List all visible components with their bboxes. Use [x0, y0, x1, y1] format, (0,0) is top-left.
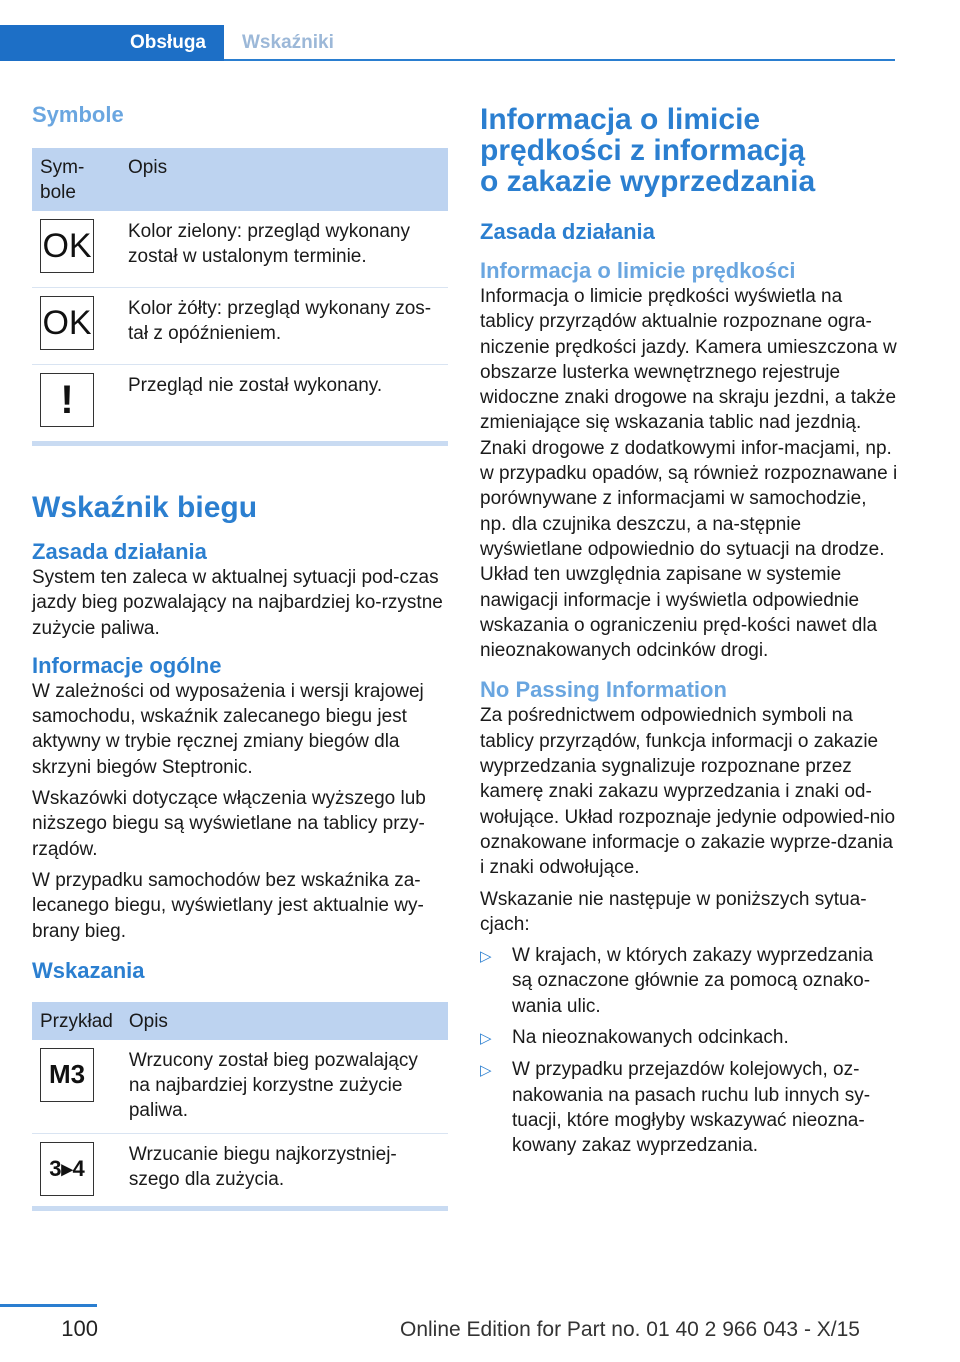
table-row: [32, 211, 448, 288]
ok-yellow-icon: OK: [40, 296, 94, 350]
section-tab-wskazniki[interactable]: Wskaźniki: [242, 32, 334, 53]
row-text: Kolor żółty: przegląd wykonany zos-tał z opóźnieniem.: [120, 288, 448, 365]
title-line-2: prędkości z informacją: [480, 134, 806, 167]
no-passing-heading: No Passing Information: [480, 677, 727, 703]
no-passing-text: Za pośrednictwem odpowiednich symboli na tablicy przyrządów, funkcja informacji o zakazie wyprzedzania sygnalizuje rozpoznane przez kamerę znaki zakazu wyprzedzania i znaki od-wołujące. Układ rozpoznaje jedynie odpowied-nio oznakowane informacje o zakazie wyprze-dzania i znaki odwołujące.: [480, 705, 896, 879]
exclamation-icon: !: [40, 373, 94, 427]
triangle-bullet-icon: ▷: [480, 1030, 492, 1048]
page-number: 100: [61, 1316, 98, 1341]
symbols-heading: Symbole: [32, 102, 124, 127]
table-header-row: [32, 1002, 448, 1040]
table-row: [32, 288, 448, 365]
general-paragraph-2: Wskazówki dotyczące włączenia wyższego lub niższego biegu są wyświetlane na tablicy przy-rządów.: [32, 788, 426, 860]
triangle-bullet-icon: ▷: [480, 1062, 492, 1080]
row-text: Przegląd nie został wykonany.: [128, 375, 383, 396]
gear-indicator-heading: Wskaźnik biegu: [32, 491, 258, 524]
table-header-row: [32, 148, 448, 211]
no-passing-text-2: Wskazanie nie następuje w poniższych sytua-cjach:: [480, 888, 867, 935]
triangle-bullet-icon: ▷: [480, 948, 492, 966]
list-item: ▷ W przypadku przejazdów kolejowych, oz-nakowania na pasach ruchu lub innych sy-tuacji, które mogłyby wskazywać nieozna-kowany zakaz wyprzedzania.: [480, 1057, 898, 1158]
edition-text: Online Edition for Part no. 01 40 2 966 043 - X/15: [400, 1318, 860, 1341]
right-column: [480, 104, 898, 1159]
bullet-list: [480, 943, 898, 1158]
general-paragraph-1: W zależności od wyposażenia i wersji krajowej samochodu, wskaźnik zalecanego biegu jest aktywny w trybie ręcznej zmiany biegów dla skrzyni biegów Steptronic.: [32, 680, 424, 778]
speed-limit-info-heading: Informacja o limicie prędkości: [480, 258, 796, 283]
general-info-heading: Informacje ogólne: [32, 652, 222, 678]
col-description: Opis: [121, 1002, 448, 1040]
list-item: ▷ W krajach, w których zakazy wyprzedzania są oznaczone głównie za pomocą oznako-wania ulic.: [480, 943, 898, 1019]
principle-heading: Zasada działania: [480, 219, 655, 244]
indications-heading: Wskazania: [32, 957, 145, 983]
table-end-rule: [32, 1206, 448, 1211]
table-end-rule: [32, 441, 448, 446]
left-column: [32, 102, 448, 1211]
table-row: [32, 1133, 448, 1206]
gear-shift-3-to-4-icon: 3▸4: [40, 1142, 94, 1196]
principle-heading: Zasada działania: [32, 539, 207, 564]
title-line-3: o zakazie wyprzedzania: [480, 165, 816, 198]
list-item: ▷ Na nieoznakowanych odcinkach.: [480, 1025, 898, 1051]
symbols-table: [32, 148, 448, 441]
ok-green-icon: OK: [40, 219, 94, 273]
row-text: Wrzucony został bieg pozwalający na najbardziej korzystne zużycie paliwa.: [121, 1040, 448, 1134]
speed-limit-text: Informacja o limicie prędkości wyświetla na tablicy przyrządów aktualnie rozpoznane ogra-niczenie prędkości jazdy. Kamera umieszczona w obszarze lusterka wewnętrznego rejestruje widoczne znaki drogowe na skraju jezdni, a także zmieniające się wskazania tablic nad jezdnią. Znaki drogowe z dodatkowymi infor-macjami, np. w przypadku opadów, są również rozpoznawane i porównywane z informacjami w samochodzie, np. dla czujnika deszczu, a na-stępnie wyświetlane odpowiednio do sytuacji na drodze. Układ ten uwzględnia zapisane w systemie nawigacji informacje i wyświetla odpowiednie wskazania o ograniczeniu pręd-kości nawet dla nieoznakowanych odcinków drogi.: [480, 286, 898, 662]
general-paragraph-3: W przypadku samochodów bez wskaźnika za-lecanego biegu, wyświetlany jest aktualnie wy-brany bieg.: [32, 869, 424, 942]
page-header: [0, 25, 895, 61]
table-row: [32, 365, 448, 442]
indications-table: [32, 1002, 448, 1206]
footer-rule: [0, 1304, 97, 1307]
row-text: Kolor zielony: przegląd wykonany został w ustalonym terminie.: [120, 211, 448, 288]
table-row: [32, 1040, 448, 1134]
col-example: Przykład: [32, 1002, 121, 1040]
speed-limit-title: [480, 104, 898, 197]
principle-text: System ten zaleca w aktualnej sytuacji pod-czas jazdy bieg pozwalający na najbardziej ko-rzystne zużycie paliwa.: [32, 567, 443, 639]
col-symbols: Sym- bole: [32, 148, 120, 211]
title-line-1: Informacja o limicie: [480, 103, 761, 136]
row-text: Wrzucanie biegu najkorzystniej-szego dla zużycia.: [128, 1143, 397, 1190]
section-tab-obsluga[interactable]: Obsługa: [0, 25, 224, 61]
col-description: Opis: [120, 148, 448, 211]
gear-m3-icon: M3: [40, 1048, 94, 1102]
